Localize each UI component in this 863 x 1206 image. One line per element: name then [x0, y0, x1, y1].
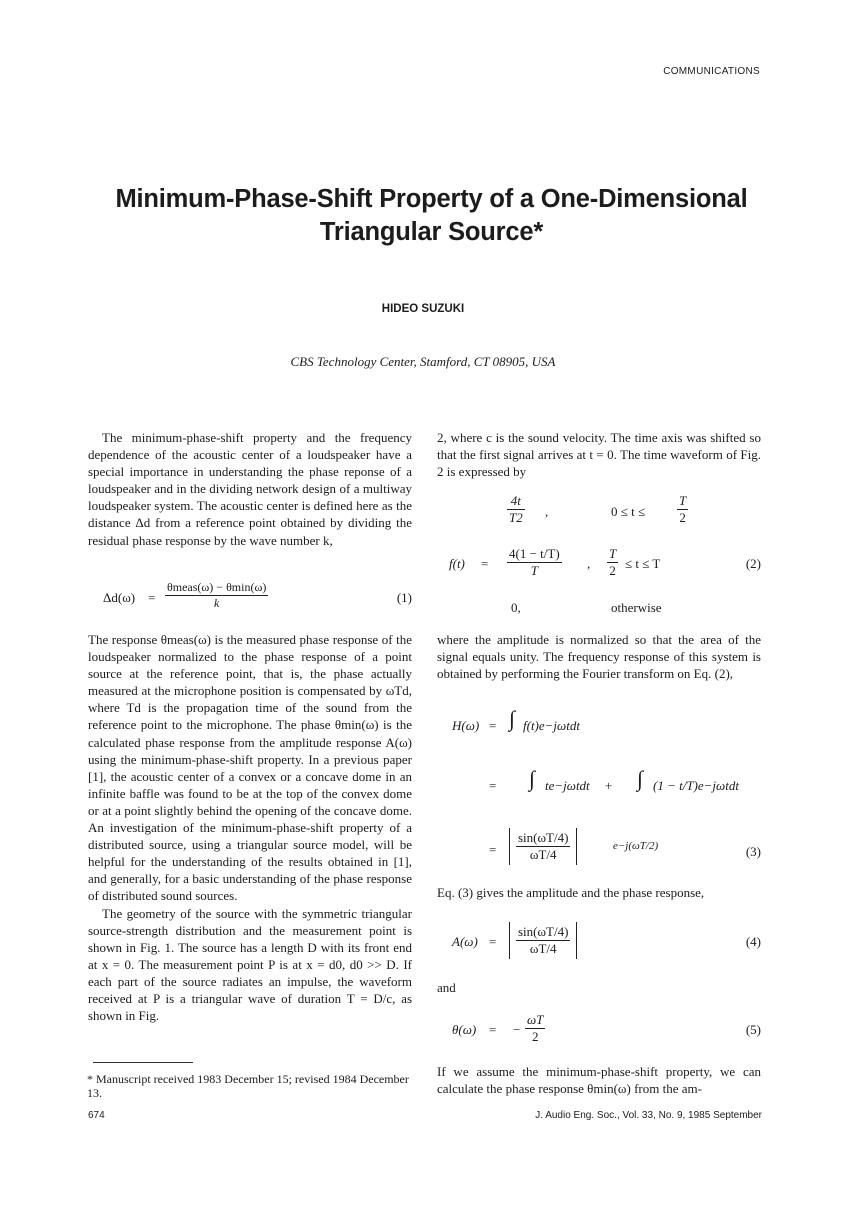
eq2-case1-cond-num: T — [679, 493, 687, 508]
eq4-bracket — [509, 922, 577, 959]
author-name: HIDEO SUZUKI — [381, 303, 465, 315]
eq2-case1-cond: 0 ≤ t ≤ — [611, 504, 646, 519]
equation-4 — [437, 922, 761, 962]
eq2-case2-cond-den: 2 — [609, 563, 616, 578]
right-paragraph-1 — [437, 429, 761, 480]
eq5-num: ωT — [527, 1012, 544, 1027]
title-line-2: Triangular Source* — [319, 218, 544, 246]
equation-1 — [100, 580, 412, 618]
paragraph-text: and — [437, 980, 456, 995]
integral-sign: ∫ — [529, 766, 536, 791]
paragraph-text: The minimum-phase-shift property and the frequency dependence of the acoustic center of a loudspeaker have a special importance in understanding the phase reponse of a loudspeaker and in the dividing network design of a multiway loudspeaker system. The acoustic center is defined here as the distance Δd from a reference point obtained by dividing the residual phase response by the wave number k, — [88, 430, 412, 548]
eq1-numerator: θmeas(ω) − θmin(ω) — [167, 580, 267, 594]
eq1-denominator: k — [214, 596, 220, 610]
eq5-sign: − — [513, 1022, 521, 1037]
eq2-lhs: f(t) — [449, 556, 465, 571]
eq2-comma2: , — [587, 556, 591, 571]
eq5-equals: = — [489, 1022, 497, 1037]
equation-3 — [437, 706, 761, 870]
eq2-comma: , — [545, 504, 549, 519]
integral-sign: ∫ — [637, 766, 644, 791]
eq2-case3-expr: 0, — [511, 600, 521, 615]
eq2-case2-cond-frac — [607, 546, 618, 579]
right-paragraph-3 — [437, 884, 761, 901]
eq3-line2-b: (1 − t/T)e−jωtdt — [653, 778, 739, 793]
eq4-den: ωT/4 — [529, 941, 557, 956]
eq3-equals-2: = — [489, 778, 497, 793]
paragraph-text: The response θmeas(ω) is the measured phase response of the loudspeaker normalized to the phase response of a point source at the reference point, that is, the phase actually measured at the microphone position is compensated by ωTd, where Td is the propagation time of the sound from the reference point to the microphone. The phase θmin(ω) is the calculated phase response from the amplitude response A(ω) using the minimum-phase-shift property. In a previous paper [1], the acoustic center of a convex or a concave dome in an infinite baffle was found to be at the top of the convex dome or at a point slightly behind the opening of the concave dome. An investigation of the minimum-phase-shift property of a distributed source, using a triangular source model, will be helpful for the understanding of the results obtained in [1], and generally, for a basic understanding of the phase response of distributed sound sources. — [88, 632, 412, 904]
eq2-case2-cond: ≤ t ≤ T — [625, 556, 661, 571]
eq2-case1-expr — [507, 493, 525, 526]
title-line-1: Minimum-Phase-Shift Property of a One-Dimensional — [115, 185, 748, 213]
eq5-den: 2 — [531, 1029, 539, 1044]
paragraph-text: where the amplitude is normalized so that the area of the signal equals unity. The frequency response of this system is obtained by performing the Fourier transform on Eq. (2), — [437, 632, 761, 682]
footnote: * Manuscript received 1983 December 15; revised 1984 December 13. — [87, 1072, 409, 1100]
eq2-equals: = — [481, 556, 489, 571]
page-number: 674 — [88, 1110, 105, 1121]
eq1-number: (1) — [396, 590, 412, 605]
eq4-num: sin(ωT/4) — [518, 924, 569, 939]
eq3-number: (3) — [745, 844, 761, 859]
eq3-equals-3: = — [489, 842, 497, 857]
eq3-bracket — [509, 828, 577, 865]
eq5-number: (5) — [745, 1022, 761, 1037]
and-text — [437, 979, 537, 996]
paragraph-text: Eq. (3) gives the amplitude and the phase response, — [437, 885, 705, 900]
eq3-line3-den: ωT/4 — [529, 847, 557, 862]
journal-footer: J. Audio Eng. Soc., Vol. 33, No. 9, 1985 September — [535, 1110, 762, 1121]
eq2-case2-expr — [507, 546, 562, 579]
eq4-lhs: A(ω) — [452, 934, 478, 949]
eq3-plus: + — [605, 778, 613, 793]
eq1-equals: = — [148, 590, 156, 605]
eq4-number: (4) — [745, 934, 761, 949]
integral-sign: ∫ — [509, 706, 516, 731]
paragraph-text: The geometry of the source with the symmetric triangular source-strength distribution and the measurement point is shown in Fig. 1. The source has a length D with its front end at x = 0. The measurement point P is at x = d0, d0 >> D. If each part of the source radiates an impulse, the waveform received at P is a triangular wave of duration T = D/c, as shown in Fig. — [88, 905, 412, 1024]
article-title — [60, 183, 803, 249]
right-paragraph-2 — [437, 631, 761, 682]
eq5-lhs: θ(ω) — [452, 1022, 477, 1037]
eq5-fraction — [525, 1012, 545, 1045]
eq3-line2-a: te−jωtdt — [545, 778, 590, 793]
eq3-line3-num: sin(ωT/4) — [518, 830, 569, 845]
eq2-case1-num: 4t — [507, 493, 525, 510]
eq2-case3-cond: otherwise — [611, 600, 662, 615]
eq2-case1-den: T2 — [509, 510, 523, 525]
eq4-equals: = — [489, 934, 497, 949]
eq3-line1-rhs: f(t)e−jωtdt — [523, 718, 580, 733]
left-paragraph-1 — [88, 429, 412, 549]
eq1-lhs: Δd(ω) — [103, 590, 136, 605]
eq2-number: (2) — [745, 556, 761, 571]
eq1-fraction — [165, 580, 268, 611]
eq3-line3-exp: e−j(ωT/2) — [613, 840, 659, 852]
left-paragraph-2 — [88, 631, 412, 1024]
eq2-case2-num: 4(1 − t/T) — [509, 546, 560, 561]
right-paragraph-4 — [437, 1063, 761, 1097]
equation-5 — [437, 1010, 761, 1050]
paragraph-text: If we assume the minimum-phase-shift property, we can calculate the phase response θmin(ω) from the am- — [437, 1064, 761, 1097]
affiliation: CBS Technology Center, Stamford, CT 08905, USA — [290, 354, 556, 369]
eq2-case2-cond-num: T — [609, 546, 617, 561]
eq2-case1-cond-den: 2 — [679, 510, 686, 525]
eq3-equals-1: = — [489, 718, 497, 733]
running-header: COMMUNICATIONS — [663, 66, 760, 77]
eq2-case2-den: T — [530, 563, 538, 578]
footnote-rule — [93, 1062, 193, 1063]
paragraph-text: 2, where c is the sound velocity. The time axis was shifted so that the first signal arrives at t = 0. The time waveform of Fig. 2 is expressed by — [437, 430, 761, 480]
eq2-case1-cond-frac — [677, 493, 688, 526]
eq3-lhs: H(ω) — [452, 718, 480, 733]
